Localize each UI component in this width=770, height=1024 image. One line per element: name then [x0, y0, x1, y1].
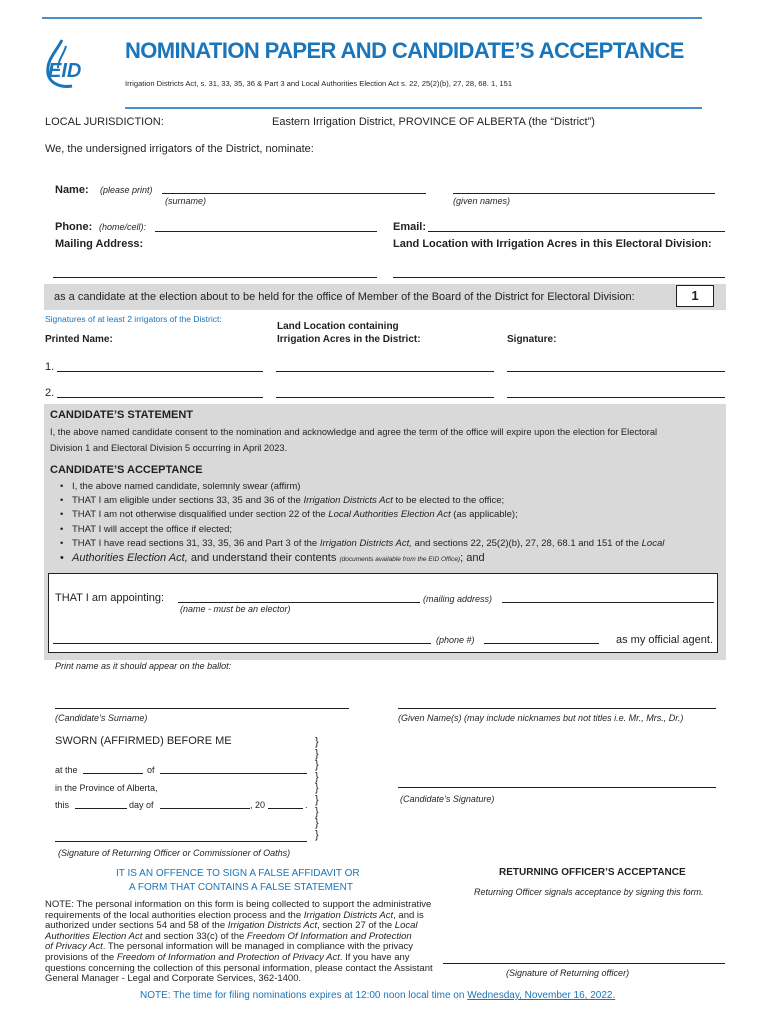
sworn-province: in the Province of Alberta,: [55, 783, 158, 793]
acceptance-item-continued: • Authorities Election Act, and understand their contents (documents available from the EID Office); and: [58, 551, 664, 567]
mailing-address-label: Mailing Address:: [55, 238, 144, 250]
page-subtitle: Irrigation Districts Act, s. 31, 33, 35, 36 & Part 3 and Local Authorities Election Act s. 22, 25(2)(b), 27, 28, 68. 1, 151: [125, 79, 513, 88]
sworn-braces: } } } } } } } } }: [315, 736, 319, 841]
acceptance-item: • THAT I am eligible under sections 33, 35 and 36 of the Irrigation Districts Act to be elected to the office;: [58, 494, 664, 508]
appointing-label: THAT I am appointing:: [55, 592, 165, 604]
sworn-heading: SWORN (AFFIRMED) BEFORE ME: [55, 735, 232, 747]
email-field[interactable]: [428, 231, 725, 232]
returning-officer-heading: RETURNING OFFICER’S ACCEPTANCE: [499, 867, 686, 878]
row-1-number: 1.: [45, 361, 55, 373]
acceptance-item: • I, the above named candidate, solemnly swear (affirm): [58, 480, 664, 494]
row-1-signature[interactable]: [507, 371, 725, 372]
surname-caption: (surname): [165, 196, 207, 206]
ballot-given-names-caption: (Given Name(s) (may include nicknames but not titles i.e. Mr., Mrs., Dr.): [398, 713, 684, 723]
row-2-number: 2.: [45, 387, 55, 399]
land-location-header-1: Land Location containing: [277, 321, 399, 332]
official-agent-text: as my official agent.: [616, 634, 714, 646]
sworn-month-field[interactable]: [160, 808, 250, 809]
mailing-address-field[interactable]: [53, 277, 377, 278]
privacy-note: NOTE: The personal information on this form is being collected to support the administrative requirements of the local authorities election process and the Irrigation Districts Act, and is authorized under sections 54 and 58 of the Irrigation Districts Act, section 27 of the Local Authorities Election Act and section 33(c) of the Freedom Of Information and Protection of Privacy Act. The personal information will be managed in compliance with the privacy provisions of the Freedom of Information and Protection of Privacy Act. If you have any questions concerning the collection of this personal information, please contact the Assistant General Manager - Legal and Corporate Services, 362-1400.: [45, 899, 433, 985]
ballot-surname-caption: (Candidate’s Surname): [55, 713, 148, 723]
ballot-surname-field[interactable]: [55, 708, 349, 709]
candidate-signature-field[interactable]: [398, 787, 716, 788]
agent-name-field[interactable]: [178, 602, 420, 603]
sworn-year-prefix: , 20: [250, 800, 266, 810]
sworn-period: .: [305, 800, 308, 810]
agent-extra-field[interactable]: [53, 643, 431, 644]
printed-name-header: Printed Name:: [45, 334, 113, 345]
sworn-day-field[interactable]: [75, 808, 127, 809]
phone-label: Phone:: [55, 221, 93, 233]
acceptance-item: • THAT I will accept the office if elected;: [58, 523, 664, 537]
signature-header: Signature:: [507, 334, 557, 345]
ballot-instruction: Print name as it should appear on the ballot:: [55, 661, 232, 671]
offence-warning-2: A FORM THAT CONTAINS A FALSE STATEMENT: [129, 882, 353, 893]
email-label: Email:: [393, 221, 427, 233]
footer-note: NOTE: The time for filing nominations expires at 12:00 noon local time on Wednesday, November 16, 2022.: [140, 990, 616, 1001]
phone-field[interactable]: [155, 231, 377, 232]
candidate-line-text: as a candidate at the election about to be held for the office of Member of the Board of the District for Electoral Division:: [54, 291, 635, 303]
electoral-division-box[interactable]: 1: [676, 285, 714, 307]
returning-officer-signature-field[interactable]: [443, 963, 725, 964]
jurisdiction-value: Eastern Irrigation District, PROVINCE OF ALBERTA (the “District”): [272, 116, 595, 128]
acceptance-heading: CANDIDATE’S ACCEPTANCE: [50, 464, 203, 476]
page-title: NOMINATION PAPER AND CANDIDATE’S ACCEPTANCE: [125, 38, 684, 63]
given-names-caption: (given names): [453, 196, 511, 206]
row-1-land-location[interactable]: [276, 371, 494, 372]
sworn-at-the: at the: [55, 765, 78, 775]
name-label: Name:: [55, 184, 89, 196]
statement-heading: CANDIDATE’S STATEMENT: [50, 409, 193, 421]
land-location-label: Land Location with Irrigation Acres in this Electoral Division:: [393, 238, 712, 250]
acceptance-item: • THAT I have read sections 31, 33, 35, 36 and Part 3 of the Irrigation Districts Act, and sections 22, 25(2)(b), 27, 28, 68.1 and 151 of the Local: [58, 537, 664, 551]
land-location-header-2: Irrigation Acres in the District:: [277, 334, 421, 345]
row-2-printed-name[interactable]: [57, 397, 263, 398]
sworn-place-field[interactable]: [83, 773, 143, 774]
officer-signature-field[interactable]: [55, 841, 307, 842]
candidate-signature-caption: (Candidate’s Signature): [400, 794, 495, 804]
top-rule: [42, 17, 702, 19]
acceptance-item: • THAT I am not otherwise disqualified under section 22 of the Local Authorities Election Act (as applicable);: [58, 508, 664, 522]
agent-phone-field[interactable]: [484, 643, 599, 644]
agent-phone-caption: (phone #): [436, 635, 475, 645]
sworn-this: this: [55, 800, 70, 810]
phone-hint: (home/cell):: [99, 222, 147, 232]
filing-deadline-date: Wednesday, November 16, 2022.: [467, 990, 616, 1001]
sworn-day-of: day of: [129, 800, 154, 810]
statement-line-2: Division 1 and Electoral Division 5 occurring in April 2023.: [50, 443, 288, 453]
acceptance-list: [58, 480, 664, 567]
officer-signature-caption: (Signature of Returning Officer or Commissioner of Oaths): [58, 848, 291, 858]
header-rule: [125, 107, 702, 109]
offence-warning-1: IT IS AN OFFENCE TO SIGN A FALSE AFFIDAVIT OR: [116, 868, 360, 879]
row-2-signature[interactable]: [507, 397, 725, 398]
returning-officer-text: Returning Officer signals acceptance by signing this form.: [474, 887, 704, 897]
land-location-field[interactable]: [393, 277, 725, 278]
surname-field[interactable]: [162, 193, 426, 194]
name-hint: (please print): [100, 185, 153, 195]
logo-text: EID: [48, 60, 82, 82]
intro-text: We, the undersigned irrigators of the District, nominate:: [45, 143, 314, 155]
signatures-note: Signatures of at least 2 irrigators of the District:: [45, 314, 222, 324]
sworn-of: of: [147, 765, 155, 775]
given-names-field[interactable]: [453, 193, 715, 194]
agent-mailing-field[interactable]: [502, 602, 714, 603]
ballot-given-names-field[interactable]: [398, 708, 716, 709]
returning-officer-signature-caption: (Signature of Returning officer): [506, 968, 630, 978]
row-1-printed-name[interactable]: [57, 371, 263, 372]
row-2-land-location[interactable]: [276, 397, 494, 398]
jurisdiction-label: LOCAL JURISDICTION:: [45, 116, 164, 128]
agent-mailing-caption: (mailing address): [423, 594, 493, 604]
eid-logo: [42, 38, 100, 90]
sworn-year-field[interactable]: [268, 808, 303, 809]
statement-line-1: I, the above named candidate consent to the nomination and acknowledge and agree the term of the office will expire upon the election for Electoral: [50, 427, 658, 437]
sworn-of-field[interactable]: [160, 773, 307, 774]
agent-name-caption: (name - must be an elector): [180, 604, 291, 614]
